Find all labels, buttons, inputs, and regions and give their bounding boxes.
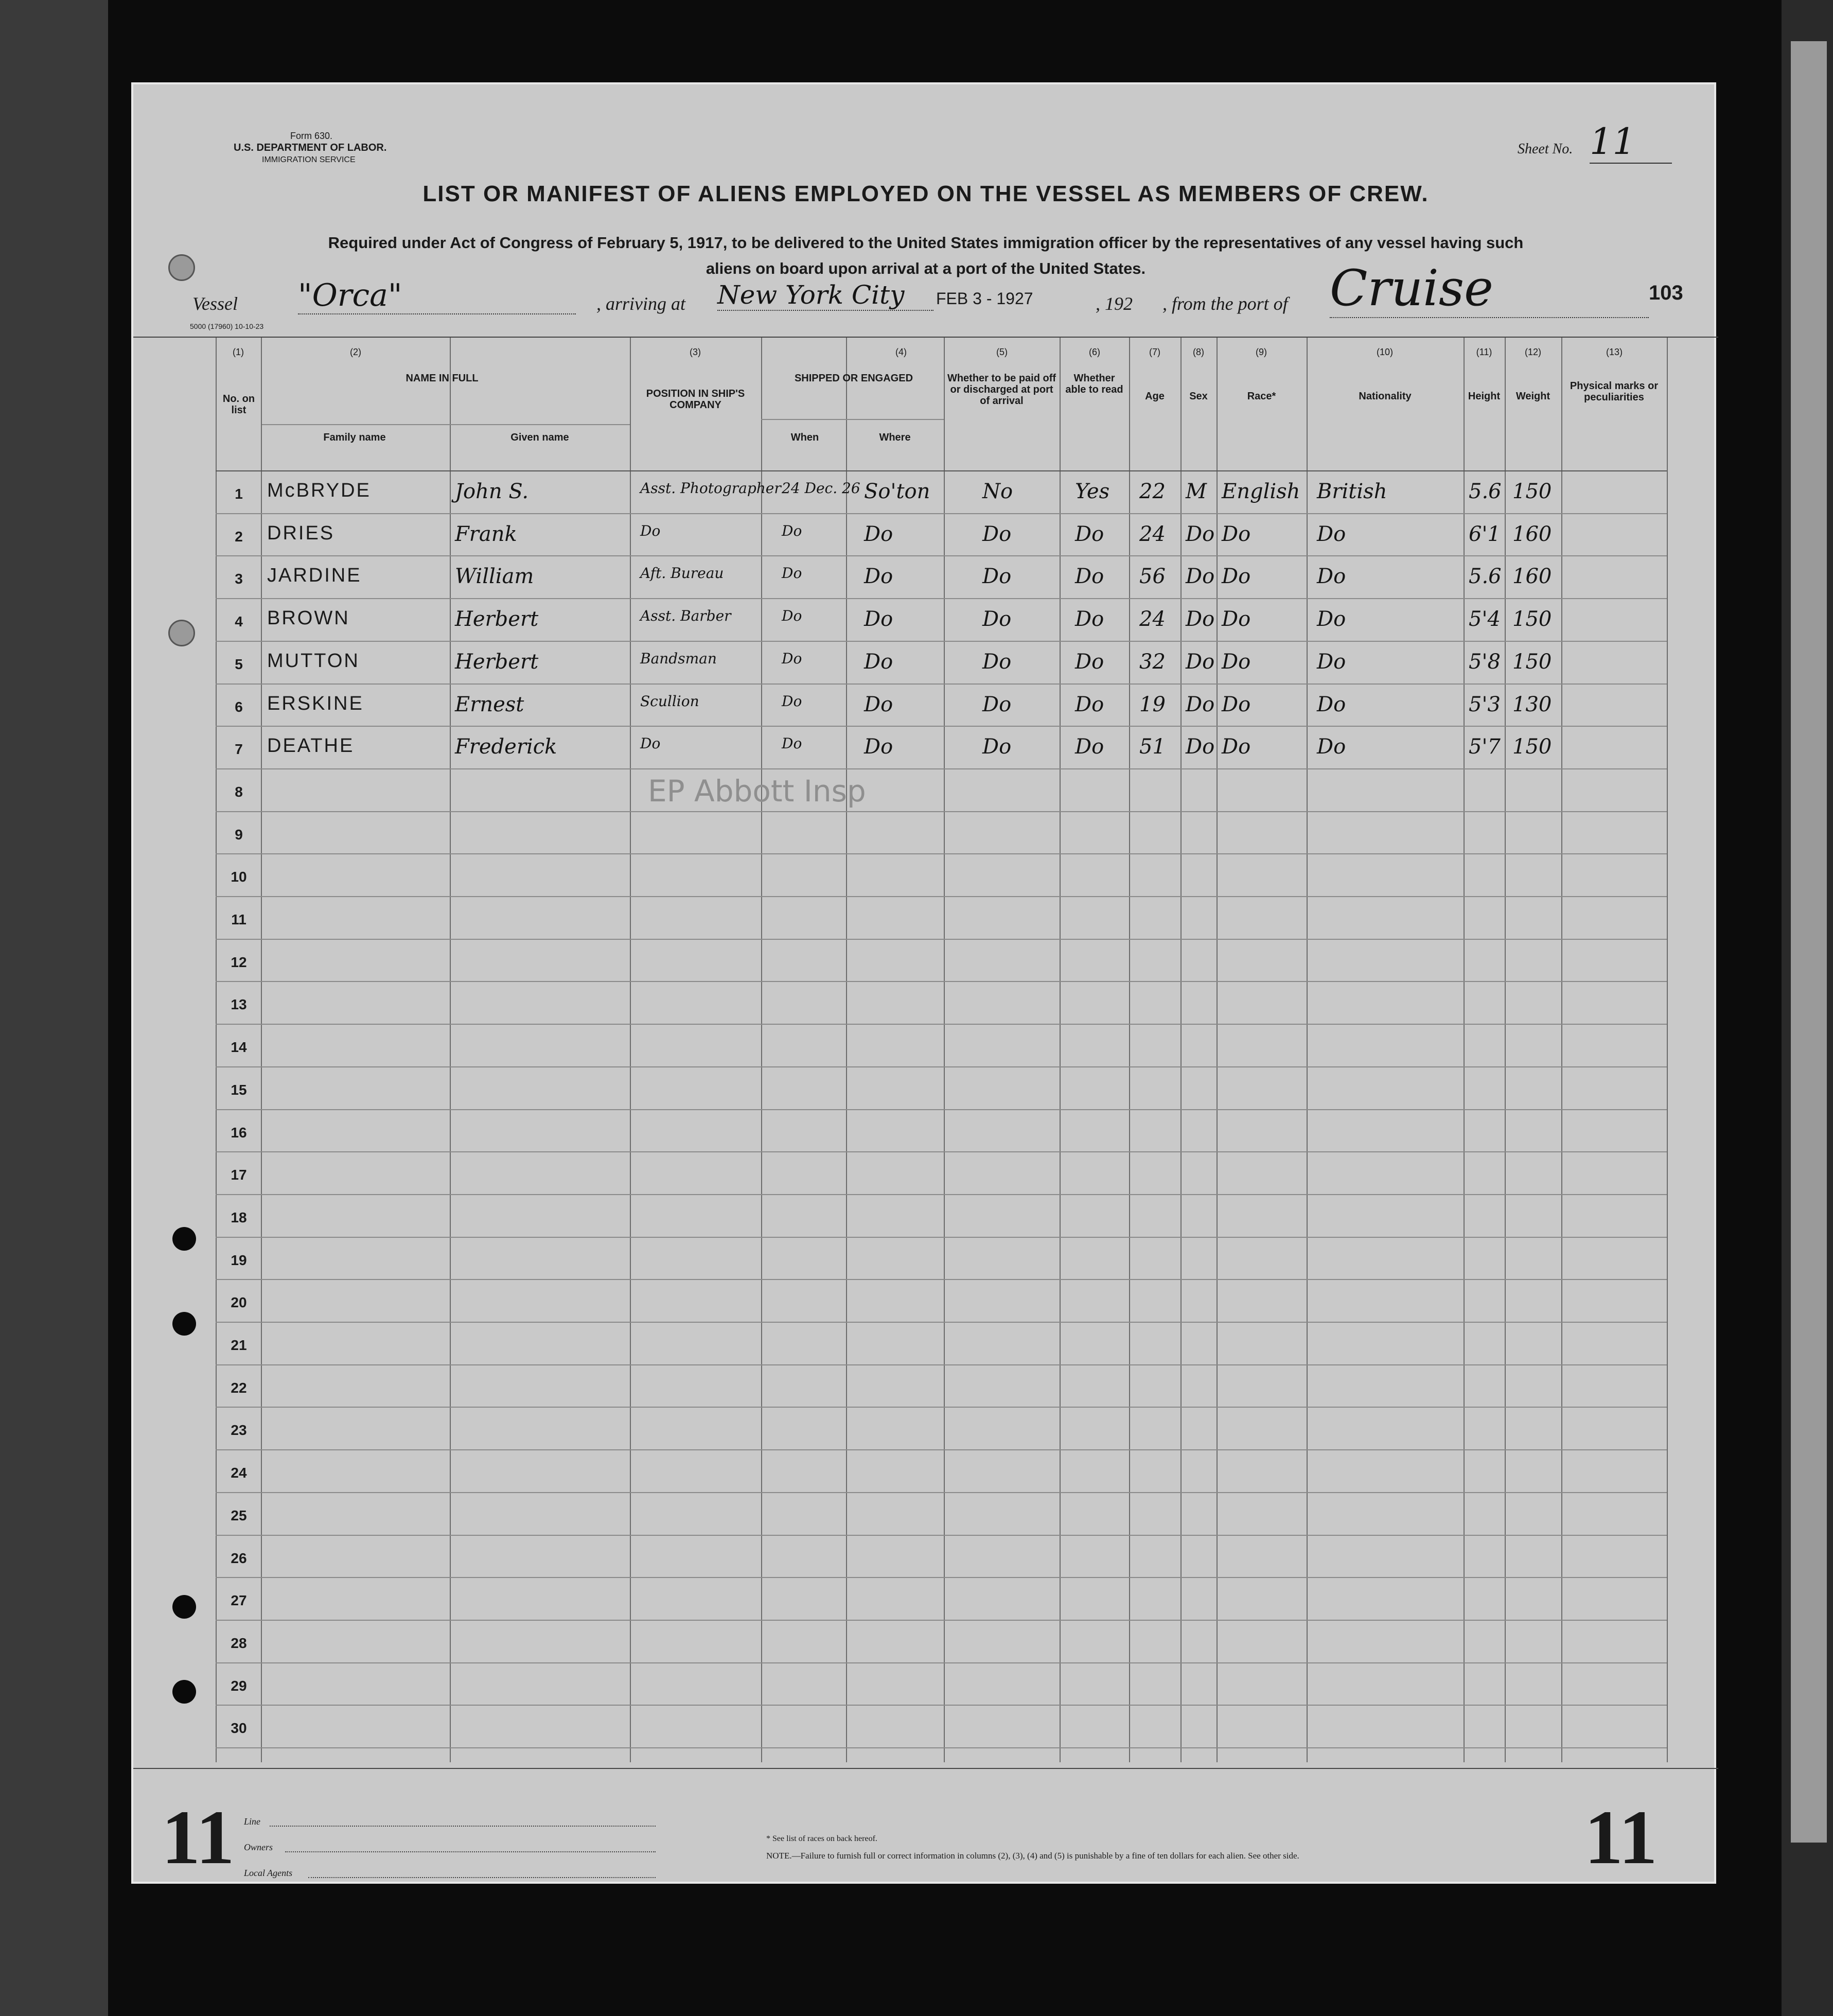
row-number: 5 — [235, 656, 243, 672]
date-stamp: FEB 3 - 1927 — [936, 289, 1033, 308]
row-rule — [216, 811, 1667, 812]
header-nationality: Nationality — [1359, 391, 1412, 402]
vessel-name: "Orca" — [298, 277, 576, 314]
row-number: 22 — [231, 1379, 247, 1396]
row-rule — [216, 1194, 1667, 1195]
row-rule — [216, 1747, 1667, 1748]
table-row — [133, 555, 1718, 598]
when-cell: Do — [782, 522, 802, 539]
department: U.S. DEPARTMENT OF LABOR. — [234, 142, 387, 153]
row-rule — [216, 853, 1667, 854]
family-name-cell: ERSKINE — [267, 692, 364, 714]
vessel-label: Vessel — [192, 293, 238, 314]
race-cell: Do — [1222, 650, 1251, 674]
column-number: (8) — [1193, 347, 1204, 357]
sex-cell: M — [1186, 480, 1207, 503]
adjacent-page-strip — [1791, 41, 1827, 1843]
row-rule — [216, 1492, 1667, 1493]
row-number: 16 — [231, 1124, 247, 1141]
nationality-cell: Do — [1317, 522, 1346, 546]
position-cell: Do — [640, 735, 661, 752]
age-cell: 24 — [1139, 607, 1166, 632]
weight-cell: 150 — [1512, 480, 1552, 503]
position-cell: Bandsman — [640, 650, 717, 667]
column-number: (5) — [996, 347, 1008, 357]
family-name-cell: JARDINE — [267, 565, 362, 587]
row-rule — [216, 1322, 1667, 1323]
row-rule — [216, 1024, 1667, 1025]
owners-field — [285, 1851, 656, 1852]
able-to-read-cell: Do — [1075, 565, 1104, 589]
sheet-stamp-right: 11 — [1584, 1795, 1658, 1880]
row-rule — [216, 1577, 1667, 1578]
header-given-name: Given name — [510, 432, 569, 443]
able-to-read-cell: Do — [1075, 522, 1104, 546]
where-cell: Do — [864, 565, 893, 589]
column-number: (3) — [690, 347, 701, 357]
table-row — [133, 513, 1718, 556]
column-number: (10) — [1376, 347, 1393, 357]
able-to-read-cell: Do — [1075, 735, 1104, 759]
height-cell: 6'1 — [1469, 522, 1501, 546]
left-page-edge — [0, 0, 108, 2016]
owners-label: Owners — [244, 1842, 273, 1852]
able-to-read-cell: Do — [1075, 607, 1104, 632]
crew-table — [133, 337, 1718, 1783]
header-paid-off: Whether to be paid off or discharged at port of arrival — [947, 373, 1056, 407]
when-cell: Do — [782, 650, 802, 667]
where-cell: Do — [864, 692, 893, 716]
subtitle-line-1: Required under Act of Congress of February 5, 1917, to be delivered to the United States immigration officer by the representatives of any vessel having such — [328, 234, 1524, 252]
paid-off-cell: Do — [982, 565, 1012, 589]
header-family-name: Family name — [323, 432, 386, 443]
race-cell: English — [1222, 480, 1300, 503]
paid-off-cell: Do — [982, 735, 1012, 759]
sheet-stamp-left: 11 — [162, 1795, 235, 1880]
position-cell: Aft. Bureau — [640, 565, 724, 582]
position-cell: Scullion — [640, 692, 699, 710]
paid-off-cell: Do — [982, 650, 1012, 674]
agents-field — [308, 1877, 656, 1878]
weight-cell: 160 — [1512, 565, 1552, 589]
row-number: 9 — [235, 826, 243, 843]
family-name-cell: McBRYDE — [267, 480, 371, 501]
where-cell: Do — [864, 522, 893, 546]
paid-off-cell: No — [982, 480, 1013, 503]
family-name-cell: DRIES — [267, 522, 335, 544]
line-label: Line — [244, 1816, 261, 1827]
row-number: 11 — [231, 911, 246, 927]
row-rule — [216, 1407, 1667, 1408]
age-cell: 51 — [1139, 735, 1166, 759]
from-port-label: , from the port of — [1162, 293, 1288, 314]
service: IMMIGRATION SERVICE — [262, 155, 356, 164]
weight-cell: 150 — [1512, 607, 1552, 632]
family-name-cell: MUTTON — [267, 650, 360, 672]
paid-off-cell: Do — [982, 692, 1012, 716]
row-rule — [216, 1449, 1667, 1450]
row-number: 14 — [231, 1039, 247, 1056]
table-row — [133, 598, 1718, 641]
race-cell: Do — [1222, 522, 1251, 546]
agents-label: Local Agents — [244, 1868, 293, 1878]
row-number: 27 — [231, 1592, 247, 1609]
height-cell: 5.6 — [1469, 565, 1502, 589]
arriving-at: New York City — [717, 280, 933, 311]
where-cell: Do — [864, 735, 893, 759]
able-to-read-cell: Yes — [1075, 480, 1110, 503]
header-height: Height — [1468, 391, 1501, 402]
row-number: 20 — [231, 1294, 247, 1311]
right-page-edge — [1782, 0, 1833, 2016]
given-name-cell: Frederick — [455, 735, 557, 759]
given-name-cell: Herbert — [455, 650, 539, 674]
when-cell: Do — [782, 692, 802, 710]
print-code: 5000 (17960) 10-10-23 — [190, 322, 264, 330]
family-name-cell: BROWN — [267, 607, 350, 629]
page-reference: 103 — [1649, 282, 1683, 304]
row-number: 7 — [235, 741, 243, 758]
when-cell: 24 Dec. 26 — [782, 480, 860, 497]
able-to-read-cell: Do — [1075, 692, 1104, 716]
position-cell: Do — [640, 522, 661, 539]
weight-cell: 130 — [1512, 692, 1552, 716]
header-shipped-or-engaged: SHIPPED OR ENGAGED — [794, 373, 913, 384]
row-number: 26 — [231, 1550, 247, 1566]
column-number: (7) — [1149, 347, 1160, 357]
position-cell: Asst. Barber — [640, 607, 731, 625]
sex-cell: Do — [1186, 607, 1215, 632]
row-rule — [216, 1279, 1667, 1280]
header-age: Age — [1145, 391, 1165, 402]
row-number: 25 — [231, 1507, 247, 1523]
age-cell: 56 — [1139, 565, 1166, 589]
sheet-number: 11 — [1590, 120, 1672, 164]
subheader-rule — [761, 419, 944, 420]
header-sex: Sex — [1189, 391, 1208, 402]
height-cell: 5'3 — [1469, 692, 1501, 716]
row-rule — [216, 1237, 1667, 1238]
row-number: 8 — [235, 783, 243, 800]
family-name-cell: DEATHE — [267, 735, 355, 757]
row-number: 17 — [231, 1167, 247, 1183]
row-rule — [216, 1066, 1667, 1067]
table-row — [133, 470, 1718, 513]
header-able-to-read: Whether able to read — [1065, 373, 1123, 395]
given-name-cell: Ernest — [455, 692, 524, 716]
column-number: (11) — [1476, 347, 1492, 357]
row-rule — [216, 768, 1667, 769]
age-cell: 22 — [1139, 480, 1166, 503]
header-weight: Weight — [1515, 391, 1550, 402]
sex-cell: Do — [1186, 522, 1215, 546]
row-number: 2 — [235, 528, 243, 545]
row-number: 24 — [231, 1465, 247, 1481]
row-number: 13 — [231, 996, 247, 1013]
subtitle-line-2: aliens on board upon arrival at a port of the United States. — [706, 259, 1146, 277]
header-race: Race* — [1247, 391, 1276, 402]
paid-off-cell: Do — [982, 607, 1012, 632]
where-cell: Do — [864, 650, 893, 674]
race-cell: Do — [1222, 735, 1251, 759]
nationality-cell: British — [1317, 480, 1387, 503]
row-number: 19 — [231, 1252, 247, 1268]
age-cell: 24 — [1139, 522, 1166, 546]
given-name-cell: John S. — [455, 480, 529, 503]
sheet-label: Sheet No. — [1518, 141, 1573, 157]
row-number: 10 — [231, 869, 247, 885]
sex-cell: Do — [1186, 735, 1215, 759]
table-row — [133, 683, 1718, 726]
when-cell: Do — [782, 565, 802, 582]
row-number: 28 — [231, 1635, 247, 1651]
header-where: Where — [879, 432, 911, 443]
row-rule — [216, 1151, 1667, 1152]
form-number: Form 630. — [290, 131, 333, 141]
nationality-cell: Do — [1317, 735, 1346, 759]
sex-cell: Do — [1186, 692, 1215, 716]
paid-off-cell: Do — [982, 522, 1012, 546]
weight-cell: 150 — [1512, 650, 1552, 674]
given-name-cell: William — [455, 565, 534, 589]
column-number: (12) — [1524, 347, 1541, 357]
given-name-cell: Frank — [455, 522, 517, 546]
column-number: (13) — [1606, 347, 1623, 357]
header-when: When — [790, 432, 819, 443]
row-rule — [216, 981, 1667, 982]
nationality-cell: Do — [1317, 650, 1346, 674]
row-number: 6 — [235, 698, 243, 715]
where-cell: Do — [864, 607, 893, 632]
age-cell: 32 — [1139, 650, 1166, 674]
subheader-rule — [262, 424, 630, 425]
row-number: 29 — [231, 1677, 247, 1694]
position-cell: Asst. Photographer — [640, 480, 781, 497]
height-cell: 5.6 — [1469, 480, 1502, 503]
year-prefix: , 192 — [1096, 293, 1133, 314]
header-physical-marks: Physical marks or peculiarities — [1570, 380, 1659, 403]
weight-cell: 160 — [1512, 522, 1552, 546]
table-bottom-rule — [133, 1768, 1718, 1769]
header-position: POSITION IN SHIP'S COMPANY — [646, 388, 745, 411]
from-port: Cruise — [1330, 259, 1649, 318]
when-cell: Do — [782, 607, 802, 625]
form-title: LIST OR MANIFEST OF ALIENS EMPLOYED ON THE VESSEL AS MEMBERS OF CREW. — [422, 181, 1429, 206]
nationality-cell: Do — [1317, 607, 1346, 632]
sex-cell: Do — [1186, 565, 1215, 589]
row-rule — [216, 1535, 1667, 1536]
where-cell: So'ton — [864, 480, 930, 503]
row-number: 23 — [231, 1422, 247, 1439]
penalty-note: NOTE.—Failure to furnish full or correct information in columns (2), (3), (4) and (5) is punishable by a fine of ten dollars for each alien. See other side. — [766, 1851, 1299, 1861]
row-number: 3 — [235, 571, 243, 587]
row-rule — [216, 1662, 1667, 1663]
row-rule — [216, 939, 1667, 940]
table-top-rule — [133, 337, 1718, 338]
age-cell: 19 — [1139, 692, 1166, 716]
column-number: (1) — [233, 347, 244, 357]
height-cell: 5'7 — [1469, 735, 1501, 759]
row-number: 4 — [235, 613, 243, 630]
row-rule — [216, 1620, 1667, 1621]
row-number: 12 — [231, 954, 247, 970]
row-number: 18 — [231, 1209, 247, 1225]
when-cell: Do — [782, 735, 802, 752]
inspector-annotation: EP Abbott Insp — [648, 773, 866, 809]
race-cell: Do — [1222, 692, 1251, 716]
row-number: 30 — [231, 1720, 247, 1737]
row-rule — [216, 1109, 1667, 1110]
race-note: * See list of races on back hereof. — [766, 1834, 877, 1843]
weight-cell: 150 — [1512, 735, 1552, 759]
column-number: (4) — [895, 347, 907, 357]
header-no-on-list: No. on list — [222, 393, 255, 416]
race-cell: Do — [1222, 565, 1251, 589]
column-number: (9) — [1256, 347, 1267, 357]
row-number: 15 — [231, 1081, 247, 1098]
table-row — [133, 726, 1718, 768]
manifest-sheet — [131, 82, 1716, 1884]
row-number: 1 — [235, 486, 243, 502]
row-rule — [216, 1705, 1667, 1706]
row-rule — [216, 1364, 1667, 1365]
header-name-in-full: NAME IN FULL — [406, 373, 479, 384]
nationality-cell: Do — [1317, 692, 1346, 716]
race-cell: Do — [1222, 607, 1251, 632]
row-rule — [216, 896, 1667, 897]
height-cell: 5'4 — [1469, 607, 1501, 632]
row-number: 21 — [231, 1337, 247, 1353]
line-field — [270, 1825, 656, 1827]
able-to-read-cell: Do — [1075, 650, 1104, 674]
height-cell: 5'8 — [1469, 650, 1501, 674]
nationality-cell: Do — [1317, 565, 1346, 589]
table-row — [133, 641, 1718, 683]
column-number: (6) — [1089, 347, 1100, 357]
sex-cell: Do — [1186, 650, 1215, 674]
arriving-label: , arriving at — [596, 293, 686, 314]
column-number: (2) — [350, 347, 361, 357]
given-name-cell: Herbert — [455, 607, 539, 632]
